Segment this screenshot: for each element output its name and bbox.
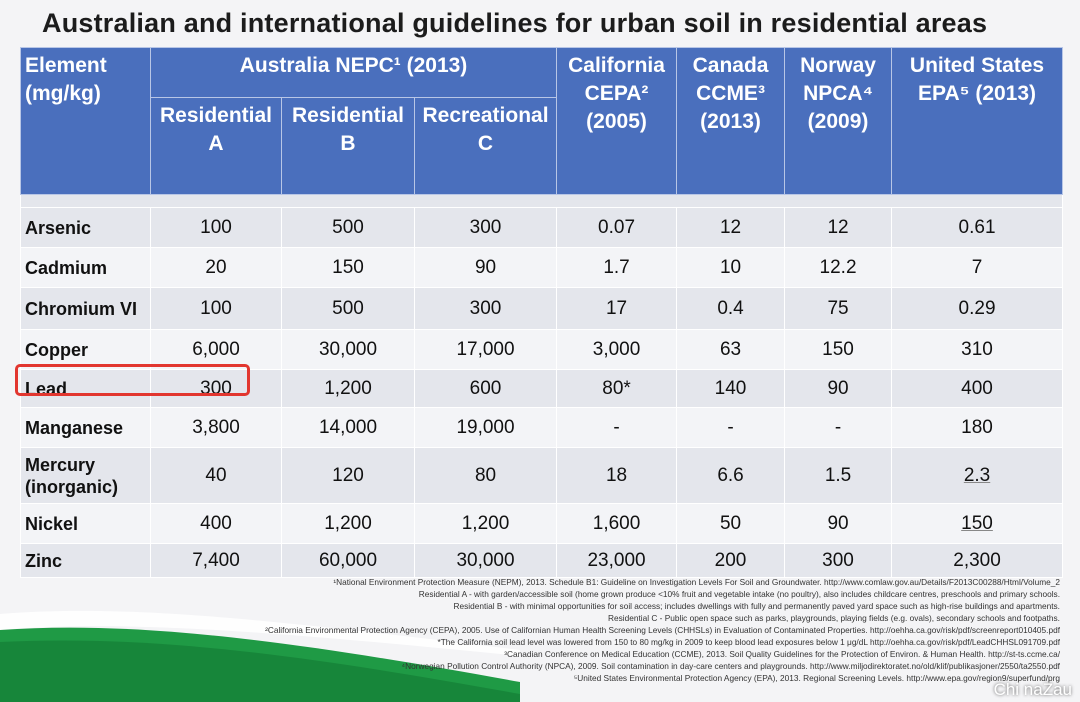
watermark: Chi naZau	[993, 680, 1072, 699]
footnote: ³Canadian Conference on Medical Education (CCME), 2013. Soil Quality Guidelines for the Protection of Environ. & Human Health. http://st-ts.ccme.ca/	[504, 649, 1060, 659]
value-cell: 1,200	[282, 504, 415, 544]
value-cell: 3,000	[557, 330, 677, 370]
element-name-cell: Cadmium	[21, 248, 151, 288]
value-cell: 30,000	[415, 544, 557, 578]
value-cell: 180	[892, 408, 1063, 448]
value-cell: 80	[415, 448, 557, 504]
footnote: ⁴Norwegian Pollution Control Authority (NPCA), 2009. Soil contamination in day-care centers and playgrounds. http://www.miljodirektoratet.no/old/klif/publikasjoner/2550/ta2550.pdf	[401, 661, 1060, 671]
element-name-cell: Mercury (inorganic)	[21, 448, 151, 504]
value-cell: 17	[557, 288, 677, 330]
value-cell: 150	[892, 504, 1063, 544]
value-cell: 120	[282, 448, 415, 504]
footnote: Residential B - with minimal opportunities for soil access; includes dwellings with fully and permanently paved yard space such as high-rise buildings and apartments.	[453, 601, 1060, 611]
value-cell: 1,200	[415, 504, 557, 544]
value-cell: 300	[415, 288, 557, 330]
value-cell: 0.4	[677, 288, 785, 330]
value-cell: 60,000	[282, 544, 415, 578]
element-name-cell: Copper	[21, 330, 151, 370]
footnotes	[60, 576, 1060, 684]
value-cell: 1.7	[557, 248, 677, 288]
value-cell: 7	[892, 248, 1063, 288]
page-title: Australian and international guidelines for urban soil in residential areas	[42, 8, 988, 38]
footnote: Residential A - with garden/accessible soil (home grown produce <10% fruit and vegetable intake (no poultry), also includes childcare centres, preschools and primary schools.	[418, 589, 1060, 599]
value-cell: 300	[415, 208, 557, 248]
value-cell: 30,000	[282, 330, 415, 370]
value-cell: 3,800	[151, 408, 282, 448]
footnote: ²California Environmental Protection Agency (CEPA), 2005. Use of Californian Human Health Screening Levels (CHHSLs) in Evaluation of Contaminated Properties. http://oehha.ca.gov/risk/pdf/screenreport010405.pdf	[265, 625, 1060, 635]
value-cell: 140	[677, 370, 785, 408]
value-cell: 12.2	[785, 248, 892, 288]
value-cell: 0.61	[892, 208, 1063, 248]
value-cell: 100	[151, 208, 282, 248]
element-name-cell: Zinc	[21, 544, 151, 578]
element-name-cell: Chromium VI	[21, 288, 151, 330]
table-row	[21, 288, 1063, 330]
value-cell: 0.29	[892, 288, 1063, 330]
value-cell: 50	[677, 504, 785, 544]
recreational-c-header: Recreational C	[415, 98, 557, 195]
value-cell: 6.6	[677, 448, 785, 504]
element-name-cell: Lead	[21, 370, 151, 408]
value-cell: 200	[677, 544, 785, 578]
value-cell: 19,000	[415, 408, 557, 448]
value-cell: 12	[785, 208, 892, 248]
table-row	[21, 248, 1063, 288]
california-cepa-header: California CEPA² (2005)	[557, 48, 677, 195]
footnote: ¹National Environment Protection Measure (NEPM), 2013. Schedule B1: Guideline on Investigation Levels For Soil and Groundwater. http://www.comlaw.gov.au/Details/F2013C00288/Html/Volume_2	[333, 577, 1060, 587]
value-cell: 0.07	[557, 208, 677, 248]
value-cell: 500	[282, 208, 415, 248]
value-cell: 80*	[557, 370, 677, 408]
table-row	[21, 408, 1063, 448]
australia-nepc-header: Australia NEPC¹ (2013)	[151, 48, 557, 98]
norway-npca-header: Norway NPCA⁴ (2009)	[785, 48, 892, 195]
us-epa-header: United States EPA⁵ (2013)	[892, 48, 1063, 195]
value-cell: 90	[785, 370, 892, 408]
element-name-cell: Arsenic	[21, 208, 151, 248]
element-name-cell: Nickel	[21, 504, 151, 544]
value-cell: 90	[785, 504, 892, 544]
value-cell: 6,000	[151, 330, 282, 370]
value-cell: -	[557, 408, 677, 448]
table-row	[21, 448, 1063, 504]
value-cell: 310	[892, 330, 1063, 370]
footnote: *The California soil lead level was lowered from 150 to 80 mg/kg in 2009 to keep blood lead exposures below 1 μg/dL http://oehha.ca.gov/risk/pdf/LeadCHHSL091709.pdf	[437, 637, 1060, 647]
value-cell: 7,400	[151, 544, 282, 578]
footnote: ⁵United States Environmental Protection Agency (EPA), 2013. Regional Screening Levels. http://www.epa.gov/region9/superfund/prg	[573, 673, 1060, 683]
value-cell: 1,200	[282, 370, 415, 408]
value-cell: 600	[415, 370, 557, 408]
value-cell: 1,600	[557, 504, 677, 544]
table-row	[21, 544, 1063, 578]
element-column-header: Element (mg/kg)	[21, 48, 151, 195]
value-cell: 400	[151, 504, 282, 544]
value-cell: 18	[557, 448, 677, 504]
value-cell: 300	[785, 544, 892, 578]
value-cell: 12	[677, 208, 785, 248]
value-cell: 300	[151, 370, 282, 408]
value-cell: 2.3	[892, 448, 1063, 504]
canada-ccme-header: Canada CCME³ (2013)	[677, 48, 785, 195]
value-cell: 2,300	[892, 544, 1063, 578]
residential-b-header: Residential B	[282, 98, 415, 195]
guidelines-table	[20, 47, 1062, 578]
value-cell: 1.5	[785, 448, 892, 504]
value-cell: 17,000	[415, 330, 557, 370]
lead-highlight-box	[15, 364, 250, 396]
footnote: Residential C - Public open space such as parks, playgrounds, playing fields (e.g. ovals), secondary schools and footpaths.	[608, 613, 1060, 623]
element-name-cell: Manganese	[21, 408, 151, 448]
value-cell: 23,000	[557, 544, 677, 578]
value-cell: 40	[151, 448, 282, 504]
value-cell: 90	[415, 248, 557, 288]
table-row	[21, 208, 1063, 248]
value-cell: 400	[892, 370, 1063, 408]
value-cell: 20	[151, 248, 282, 288]
residential-a-header: Residential A	[151, 98, 282, 195]
value-cell: 63	[677, 330, 785, 370]
value-cell: 100	[151, 288, 282, 330]
value-cell: -	[677, 408, 785, 448]
value-cell: 150	[282, 248, 415, 288]
value-cell: 10	[677, 248, 785, 288]
value-cell: 500	[282, 288, 415, 330]
table-row	[21, 504, 1063, 544]
value-cell: 14,000	[282, 408, 415, 448]
value-cell: 150	[785, 330, 892, 370]
value-cell: 75	[785, 288, 892, 330]
value-cell: -	[785, 408, 892, 448]
